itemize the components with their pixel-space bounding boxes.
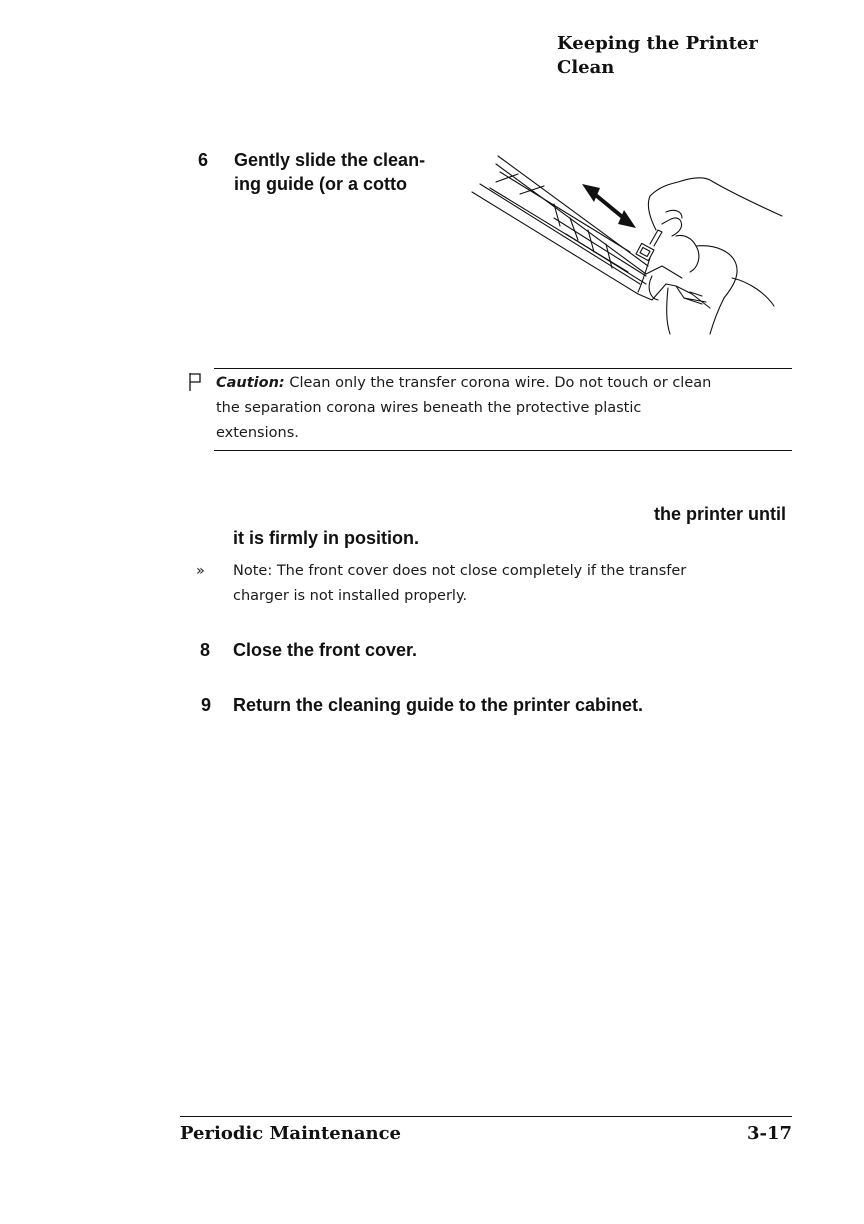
- step-9-text: Return the cleaning guide to the printer cabinet.: [233, 695, 644, 715]
- note-line-1: Note: The front cover does not close completely if the transfer: [233, 563, 687, 579]
- step-7-fragment: the printer until: [654, 504, 786, 524]
- step-8-text: Close the front cover.: [233, 640, 418, 660]
- footer-rule: [180, 1116, 792, 1117]
- step-6-line-2: ing guide (or a cotto: [234, 174, 407, 194]
- note-line-2: charger is not installed properly.: [233, 588, 468, 604]
- step-7-line-2: it is firmly in position.: [233, 528, 420, 548]
- caution-bottom-rule: [214, 450, 792, 451]
- caution-flag-icon: [188, 372, 204, 392]
- caution-line-1: [216, 371, 711, 396]
- page-header-title: Keeping the Printer Clean: [557, 33, 758, 78]
- caution-top-rule: [214, 368, 792, 369]
- step-9-number: 9: [200, 695, 211, 715]
- corona-cleaning-illustration: [470, 148, 790, 338]
- footer-section-title: Periodic Maintenance: [180, 1123, 402, 1144]
- step-6-number: 6: [197, 150, 208, 170]
- step-8-number: 8: [199, 640, 210, 660]
- footer-page-number: 3-17: [746, 1123, 792, 1144]
- step-6-line-1: Gently slide the clean-: [234, 150, 426, 170]
- caution-line-3: extensions.: [216, 425, 299, 441]
- caution-line-2: the separation corona wires beneath the protective plastic: [216, 400, 642, 416]
- caution-label: Caution:: [216, 375, 285, 391]
- caution-text-1: Clean only the transfer corona wire. Do not touch or clean: [289, 375, 712, 391]
- note-marker-icon: »: [196, 563, 205, 579]
